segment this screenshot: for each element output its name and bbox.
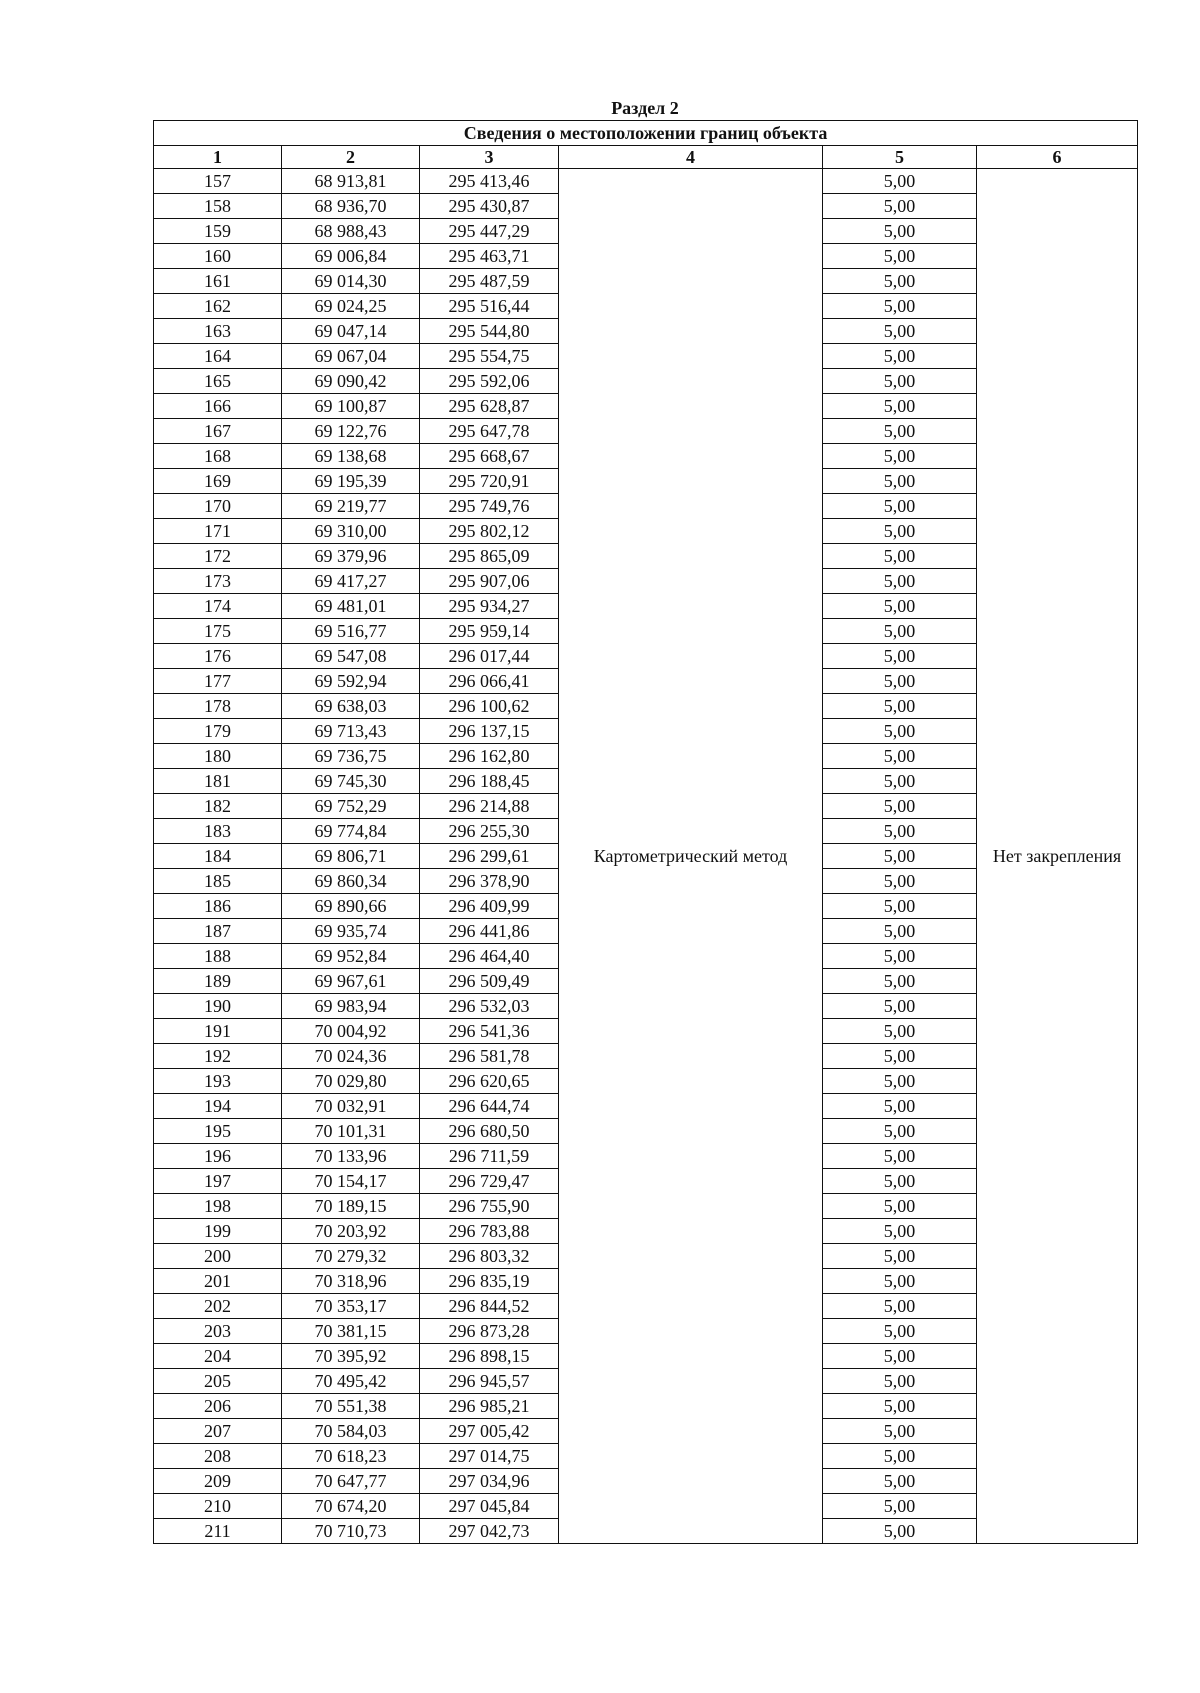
accuracy-cell: 5,00 (823, 919, 977, 944)
y-coordinate-cell: 296 680,50 (420, 1119, 559, 1144)
y-coordinate-cell: 297 014,75 (420, 1444, 559, 1469)
point-number-cell: 158 (154, 194, 282, 219)
point-number-cell: 164 (154, 344, 282, 369)
y-coordinate-cell: 296 441,86 (420, 919, 559, 944)
x-coordinate-cell: 69 774,84 (282, 819, 420, 844)
fixing-cell: Нет закрепления (977, 169, 1138, 1544)
y-coordinate-cell: 295 865,09 (420, 544, 559, 569)
x-coordinate-cell: 70 584,03 (282, 1419, 420, 1444)
accuracy-cell: 5,00 (823, 344, 977, 369)
point-number-cell: 171 (154, 519, 282, 544)
point-number-cell: 201 (154, 1269, 282, 1294)
boundary-coordinates-table (153, 120, 1138, 1544)
x-coordinate-cell: 69 952,84 (282, 944, 420, 969)
accuracy-cell: 5,00 (823, 494, 977, 519)
accuracy-cell: 5,00 (823, 969, 977, 994)
accuracy-cell: 5,00 (823, 644, 977, 669)
point-number-cell: 168 (154, 444, 282, 469)
x-coordinate-cell: 69 860,34 (282, 869, 420, 894)
accuracy-cell: 5,00 (823, 444, 977, 469)
accuracy-cell: 5,00 (823, 944, 977, 969)
y-coordinate-cell: 295 447,29 (420, 219, 559, 244)
accuracy-cell: 5,00 (823, 1019, 977, 1044)
y-coordinate-cell: 297 034,96 (420, 1469, 559, 1494)
y-coordinate-cell: 296 137,15 (420, 719, 559, 744)
x-coordinate-cell: 70 189,15 (282, 1194, 420, 1219)
point-number-cell: 205 (154, 1369, 282, 1394)
x-coordinate-cell: 69 890,66 (282, 894, 420, 919)
x-coordinate-cell: 69 310,00 (282, 519, 420, 544)
y-coordinate-cell: 296 711,59 (420, 1144, 559, 1169)
column-header-row (154, 146, 1138, 169)
point-number-cell: 161 (154, 269, 282, 294)
y-coordinate-cell: 295 413,46 (420, 169, 559, 194)
y-coordinate-cell: 296 835,19 (420, 1269, 559, 1294)
x-coordinate-cell: 70 203,92 (282, 1219, 420, 1244)
x-coordinate-cell: 70 318,96 (282, 1269, 420, 1294)
accuracy-cell: 5,00 (823, 244, 977, 269)
y-coordinate-cell: 296 844,52 (420, 1294, 559, 1319)
point-number-cell: 159 (154, 219, 282, 244)
point-number-cell: 186 (154, 894, 282, 919)
accuracy-cell: 5,00 (823, 269, 977, 294)
point-number-cell: 208 (154, 1444, 282, 1469)
y-coordinate-cell: 297 005,42 (420, 1419, 559, 1444)
point-number-cell: 202 (154, 1294, 282, 1319)
y-coordinate-cell: 296 464,40 (420, 944, 559, 969)
x-coordinate-cell: 69 047,14 (282, 319, 420, 344)
accuracy-cell: 5,00 (823, 694, 977, 719)
x-coordinate-cell: 70 154,17 (282, 1169, 420, 1194)
x-coordinate-cell: 70 381,15 (282, 1319, 420, 1344)
y-coordinate-cell: 295 516,44 (420, 294, 559, 319)
column-header: 5 (823, 146, 977, 169)
x-coordinate-cell: 70 710,73 (282, 1519, 420, 1544)
point-number-cell: 174 (154, 594, 282, 619)
y-coordinate-cell: 296 803,32 (420, 1244, 559, 1269)
x-coordinate-cell: 70 024,36 (282, 1044, 420, 1069)
x-coordinate-cell: 69 379,96 (282, 544, 420, 569)
x-coordinate-cell: 68 936,70 (282, 194, 420, 219)
point-number-cell: 185 (154, 869, 282, 894)
point-number-cell: 162 (154, 294, 282, 319)
y-coordinate-cell: 296 532,03 (420, 994, 559, 1019)
accuracy-cell: 5,00 (823, 794, 977, 819)
y-coordinate-cell: 295 487,59 (420, 269, 559, 294)
accuracy-cell: 5,00 (823, 744, 977, 769)
accuracy-cell: 5,00 (823, 894, 977, 919)
y-coordinate-cell: 296 214,88 (420, 794, 559, 819)
x-coordinate-cell: 69 219,77 (282, 494, 420, 519)
method-cell: Картометрический метод (559, 169, 823, 1544)
accuracy-cell: 5,00 (823, 869, 977, 894)
y-coordinate-cell: 295 628,87 (420, 394, 559, 419)
y-coordinate-cell: 296 581,78 (420, 1044, 559, 1069)
x-coordinate-cell: 69 417,27 (282, 569, 420, 594)
point-number-cell: 209 (154, 1469, 282, 1494)
column-header: 4 (559, 146, 823, 169)
y-coordinate-cell: 295 592,06 (420, 369, 559, 394)
accuracy-cell: 5,00 (823, 1144, 977, 1169)
accuracy-cell: 5,00 (823, 769, 977, 794)
x-coordinate-cell: 68 913,81 (282, 169, 420, 194)
accuracy-cell: 5,00 (823, 1494, 977, 1519)
table-body (154, 169, 1138, 1544)
y-coordinate-cell: 295 554,75 (420, 344, 559, 369)
accuracy-cell: 5,00 (823, 594, 977, 619)
accuracy-cell: 5,00 (823, 844, 977, 869)
point-number-cell: 197 (154, 1169, 282, 1194)
x-coordinate-cell: 69 195,39 (282, 469, 420, 494)
point-number-cell: 180 (154, 744, 282, 769)
point-number-cell: 182 (154, 794, 282, 819)
accuracy-cell: 5,00 (823, 194, 977, 219)
point-number-cell: 170 (154, 494, 282, 519)
y-coordinate-cell: 296 985,21 (420, 1394, 559, 1419)
x-coordinate-cell: 69 806,71 (282, 844, 420, 869)
point-number-cell: 165 (154, 369, 282, 394)
point-number-cell: 178 (154, 694, 282, 719)
point-number-cell: 195 (154, 1119, 282, 1144)
x-coordinate-cell: 69 067,04 (282, 344, 420, 369)
x-coordinate-cell: 69 516,77 (282, 619, 420, 644)
y-coordinate-cell: 295 934,27 (420, 594, 559, 619)
y-coordinate-cell: 296 017,44 (420, 644, 559, 669)
accuracy-cell: 5,00 (823, 1519, 977, 1544)
y-coordinate-cell: 296 066,41 (420, 669, 559, 694)
y-coordinate-cell: 296 409,99 (420, 894, 559, 919)
y-coordinate-cell: 296 620,65 (420, 1069, 559, 1094)
accuracy-cell: 5,00 (823, 1469, 977, 1494)
y-coordinate-cell: 296 255,30 (420, 819, 559, 844)
accuracy-cell: 5,00 (823, 1444, 977, 1469)
point-number-cell: 204 (154, 1344, 282, 1369)
y-coordinate-cell: 295 959,14 (420, 619, 559, 644)
y-coordinate-cell: 295 907,06 (420, 569, 559, 594)
x-coordinate-cell: 69 967,61 (282, 969, 420, 994)
point-number-cell: 210 (154, 1494, 282, 1519)
x-coordinate-cell: 70 029,80 (282, 1069, 420, 1094)
x-coordinate-cell: 69 592,94 (282, 669, 420, 694)
point-number-cell: 173 (154, 569, 282, 594)
x-coordinate-cell: 70 353,17 (282, 1294, 420, 1319)
point-number-cell: 183 (154, 819, 282, 844)
y-coordinate-cell: 295 668,67 (420, 444, 559, 469)
y-coordinate-cell: 295 647,78 (420, 419, 559, 444)
x-coordinate-cell: 69 638,03 (282, 694, 420, 719)
accuracy-cell: 5,00 (823, 669, 977, 694)
accuracy-cell: 5,00 (823, 319, 977, 344)
column-header: 3 (420, 146, 559, 169)
x-coordinate-cell: 70 032,91 (282, 1094, 420, 1119)
accuracy-cell: 5,00 (823, 1269, 977, 1294)
x-coordinate-cell: 69 138,68 (282, 444, 420, 469)
accuracy-cell: 5,00 (823, 1319, 977, 1344)
y-coordinate-cell: 296 755,90 (420, 1194, 559, 1219)
accuracy-cell: 5,00 (823, 294, 977, 319)
table-caption: Сведения о местоположении границ объекта (154, 121, 1138, 146)
point-number-cell: 166 (154, 394, 282, 419)
x-coordinate-cell: 70 551,38 (282, 1394, 420, 1419)
accuracy-cell: 5,00 (823, 1194, 977, 1219)
column-header: 2 (282, 146, 420, 169)
x-coordinate-cell: 70 674,20 (282, 1494, 420, 1519)
point-number-cell: 192 (154, 1044, 282, 1069)
y-coordinate-cell: 297 045,84 (420, 1494, 559, 1519)
point-number-cell: 181 (154, 769, 282, 794)
point-number-cell: 207 (154, 1419, 282, 1444)
y-coordinate-cell: 296 299,61 (420, 844, 559, 869)
x-coordinate-cell: 69 090,42 (282, 369, 420, 394)
accuracy-cell: 5,00 (823, 1344, 977, 1369)
accuracy-cell: 5,00 (823, 469, 977, 494)
point-number-cell: 188 (154, 944, 282, 969)
x-coordinate-cell: 69 014,30 (282, 269, 420, 294)
y-coordinate-cell: 295 802,12 (420, 519, 559, 544)
y-coordinate-cell: 296 898,15 (420, 1344, 559, 1369)
accuracy-cell: 5,00 (823, 819, 977, 844)
accuracy-cell: 5,00 (823, 1119, 977, 1144)
accuracy-cell: 5,00 (823, 1069, 977, 1094)
x-coordinate-cell: 69 481,01 (282, 594, 420, 619)
accuracy-cell: 5,00 (823, 394, 977, 419)
y-coordinate-cell: 296 945,57 (420, 1369, 559, 1394)
point-number-cell: 169 (154, 469, 282, 494)
y-coordinate-cell: 295 430,87 (420, 194, 559, 219)
accuracy-cell: 5,00 (823, 1219, 977, 1244)
column-header: 1 (154, 146, 282, 169)
x-coordinate-cell: 69 736,75 (282, 744, 420, 769)
x-coordinate-cell: 70 647,77 (282, 1469, 420, 1494)
point-number-cell: 203 (154, 1319, 282, 1344)
y-coordinate-cell: 295 544,80 (420, 319, 559, 344)
point-number-cell: 199 (154, 1219, 282, 1244)
x-coordinate-cell: 68 988,43 (282, 219, 420, 244)
accuracy-cell: 5,00 (823, 1419, 977, 1444)
x-coordinate-cell: 69 752,29 (282, 794, 420, 819)
x-coordinate-cell: 70 004,92 (282, 1019, 420, 1044)
point-number-cell: 194 (154, 1094, 282, 1119)
y-coordinate-cell: 296 873,28 (420, 1319, 559, 1344)
y-coordinate-cell: 296 729,47 (420, 1169, 559, 1194)
accuracy-cell: 5,00 (823, 519, 977, 544)
table-caption-row (154, 121, 1138, 146)
point-number-cell: 160 (154, 244, 282, 269)
y-coordinate-cell: 296 188,45 (420, 769, 559, 794)
x-coordinate-cell: 70 618,23 (282, 1444, 420, 1469)
x-coordinate-cell: 69 935,74 (282, 919, 420, 944)
accuracy-cell: 5,00 (823, 1169, 977, 1194)
point-number-cell: 157 (154, 169, 282, 194)
accuracy-cell: 5,00 (823, 169, 977, 194)
accuracy-cell: 5,00 (823, 1369, 977, 1394)
x-coordinate-cell: 69 745,30 (282, 769, 420, 794)
y-coordinate-cell: 295 749,76 (420, 494, 559, 519)
x-coordinate-cell: 70 279,32 (282, 1244, 420, 1269)
accuracy-cell: 5,00 (823, 219, 977, 244)
x-coordinate-cell: 69 547,08 (282, 644, 420, 669)
point-number-cell: 191 (154, 1019, 282, 1044)
accuracy-cell: 5,00 (823, 369, 977, 394)
point-number-cell: 190 (154, 994, 282, 1019)
point-number-cell: 211 (154, 1519, 282, 1544)
accuracy-cell: 5,00 (823, 1394, 977, 1419)
y-coordinate-cell: 296 644,74 (420, 1094, 559, 1119)
point-number-cell: 163 (154, 319, 282, 344)
point-number-cell: 187 (154, 919, 282, 944)
point-number-cell: 167 (154, 419, 282, 444)
y-coordinate-cell: 295 720,91 (420, 469, 559, 494)
x-coordinate-cell: 70 495,42 (282, 1369, 420, 1394)
accuracy-cell: 5,00 (823, 994, 977, 1019)
accuracy-cell: 5,00 (823, 544, 977, 569)
point-number-cell: 184 (154, 844, 282, 869)
point-number-cell: 198 (154, 1194, 282, 1219)
accuracy-cell: 5,00 (823, 569, 977, 594)
column-header: 6 (977, 146, 1138, 169)
point-number-cell: 196 (154, 1144, 282, 1169)
point-number-cell: 177 (154, 669, 282, 694)
table-row (154, 169, 1138, 194)
y-coordinate-cell: 296 162,80 (420, 744, 559, 769)
point-number-cell: 200 (154, 1244, 282, 1269)
x-coordinate-cell: 70 395,92 (282, 1344, 420, 1369)
accuracy-cell: 5,00 (823, 1044, 977, 1069)
accuracy-cell: 5,00 (823, 719, 977, 744)
y-coordinate-cell: 296 378,90 (420, 869, 559, 894)
y-coordinate-cell: 297 042,73 (420, 1519, 559, 1544)
accuracy-cell: 5,00 (823, 1094, 977, 1119)
y-coordinate-cell: 296 509,49 (420, 969, 559, 994)
y-coordinate-cell: 296 100,62 (420, 694, 559, 719)
point-number-cell: 206 (154, 1394, 282, 1419)
point-number-cell: 189 (154, 969, 282, 994)
section-title: Раздел 2 (611, 98, 679, 118)
y-coordinate-cell: 295 463,71 (420, 244, 559, 269)
x-coordinate-cell: 69 024,25 (282, 294, 420, 319)
point-number-cell: 175 (154, 619, 282, 644)
x-coordinate-cell: 69 100,87 (282, 394, 420, 419)
x-coordinate-cell: 69 122,76 (282, 419, 420, 444)
accuracy-cell: 5,00 (823, 1244, 977, 1269)
accuracy-cell: 5,00 (823, 619, 977, 644)
x-coordinate-cell: 69 006,84 (282, 244, 420, 269)
point-number-cell: 179 (154, 719, 282, 744)
y-coordinate-cell: 296 783,88 (420, 1219, 559, 1244)
point-number-cell: 176 (154, 644, 282, 669)
accuracy-cell: 5,00 (823, 419, 977, 444)
x-coordinate-cell: 70 101,31 (282, 1119, 420, 1144)
x-coordinate-cell: 70 133,96 (282, 1144, 420, 1169)
y-coordinate-cell: 296 541,36 (420, 1019, 559, 1044)
point-number-cell: 193 (154, 1069, 282, 1094)
x-coordinate-cell: 69 713,43 (282, 719, 420, 744)
x-coordinate-cell: 69 983,94 (282, 994, 420, 1019)
point-number-cell: 172 (154, 544, 282, 569)
accuracy-cell: 5,00 (823, 1294, 977, 1319)
